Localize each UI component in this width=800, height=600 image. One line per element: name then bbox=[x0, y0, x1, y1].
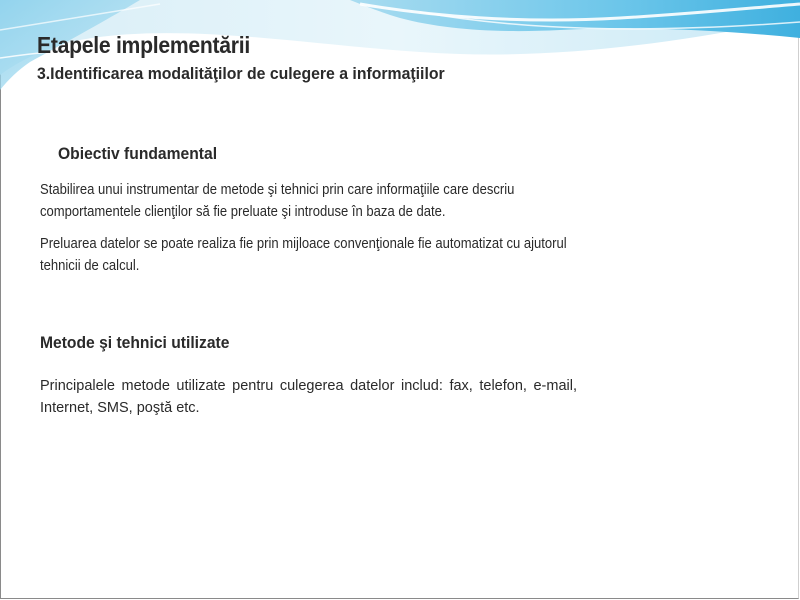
section-heading-objective: Obiectiv fundamental bbox=[58, 144, 218, 163]
objective-paragraph-2: Preluarea datelor se poate realiza fie prin mijloace convenţionale fie automatizat cu ajutorul tehnicii de calcul. bbox=[40, 236, 567, 274]
methods-paragraph: Principalele metode utilizate pentru culegerea datelor includ: fax, telefon, e-mail, Internet, SMS, poştă etc. bbox=[40, 378, 577, 416]
section-heading-methods: Metode şi tehnici utilizate bbox=[40, 333, 230, 352]
page-title: Etapele implementării bbox=[37, 32, 250, 58]
page-subtitle: 3.Identificarea modalităţilor de culegere a informaţiilor bbox=[37, 64, 445, 83]
objective-paragraph-1: Stabilirea unui instrumentar de metode şi tehnici prin care informaţiile care descriu comportamentele clienţilor să fie preluate şi introduse în baza de date. bbox=[40, 182, 515, 220]
